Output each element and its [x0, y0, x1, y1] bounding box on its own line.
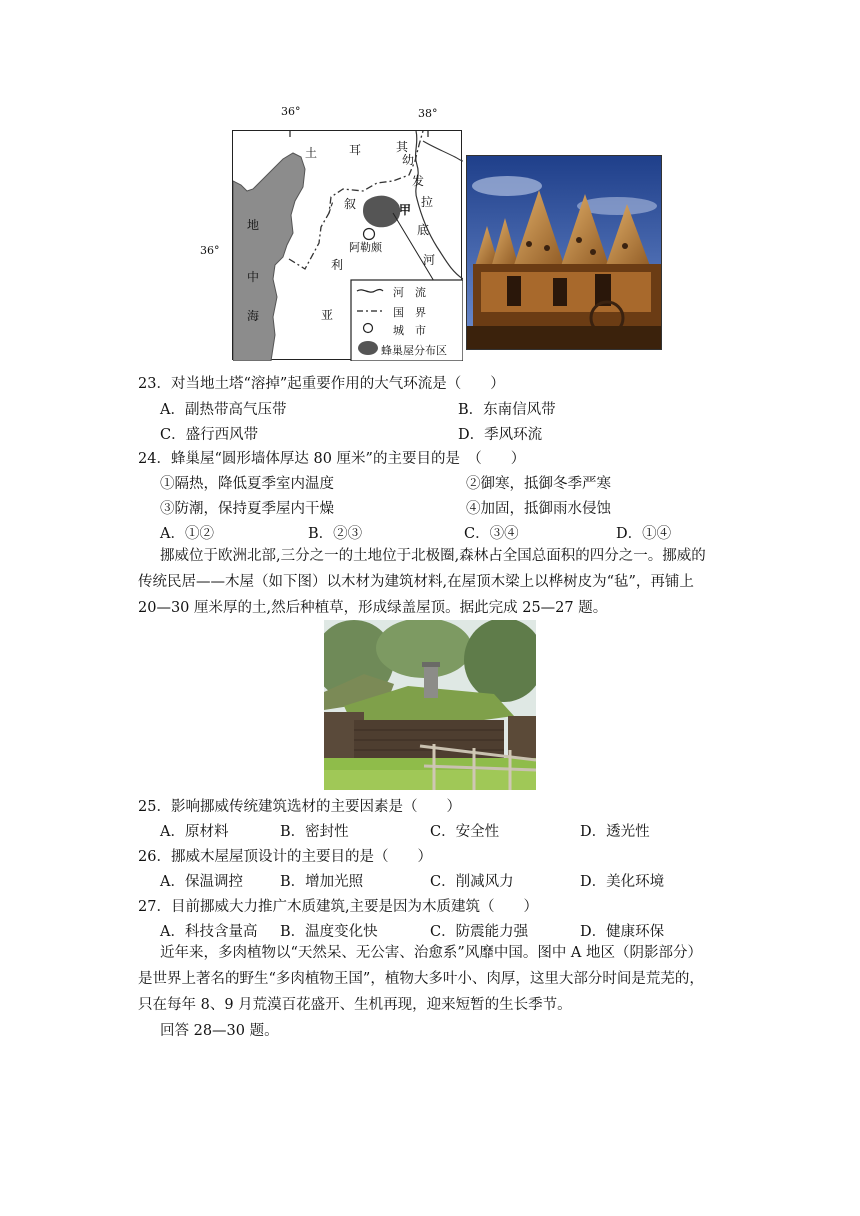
label-turkey-3: 其	[396, 140, 409, 154]
question-26-stem: 26．挪威木屋屋顶设计的主要目的是（ ）	[138, 849, 432, 865]
question-24-stem: 24．蜂巢屋“圆形墙体厚达 80 厘米”的主要目的是 （ ）	[138, 451, 526, 467]
label-mediterranean-1: 地	[247, 218, 260, 232]
question-23-option-d: D．季风环流	[458, 427, 543, 443]
question-24-option-c: C．③④	[464, 526, 519, 542]
longitude-label-38: 38°	[418, 107, 438, 120]
beehive-area-shape	[363, 196, 400, 228]
label-syria-1: 叙	[344, 197, 357, 211]
question-26-option-b: B．增加光照	[280, 874, 364, 890]
aleppo-city-marker	[364, 229, 375, 240]
question-23-option-c: C．盛行西风带	[160, 427, 259, 443]
legend-border-label: 国 界	[393, 306, 426, 319]
question-24-statement-1: ①隔热，降低夏季室内温度	[160, 476, 334, 492]
label-mediterranean-3: 海	[247, 309, 260, 323]
question-25-option-d: D．透光性	[580, 824, 650, 840]
question-27-option-d: D．健康环保	[580, 924, 665, 940]
label-point-a: 甲	[399, 203, 412, 217]
question-23-stem: 23．对当地土塔“溶掉”起重要作用的大气环流是（ ）	[138, 376, 505, 392]
legend-beehive-label: 蜂巢屋分布区	[381, 344, 447, 357]
legend-river-label: 河 流	[393, 286, 426, 299]
succulent-passage-line-2: 是世界上著名的野生“多肉植物王国”，植物大多叶小、肉厚，这里大部分时间是荒芜的，	[138, 971, 704, 987]
label-euphrates-1: 幼	[402, 153, 415, 167]
label-aleppo: 阿勒颇	[349, 241, 382, 254]
norway-passage-line-2: 传统民居——木屋（如下图）以木材为建筑材料,在屋顶木梁上以桦树皮为“毡”，再铺上	[138, 574, 694, 590]
question-24-statement-4: ④加固，抵御雨水侵蚀	[466, 501, 611, 517]
question-25-option-c: C．安全性	[430, 824, 500, 840]
question-23-option-a: A．副热带高气压带	[160, 402, 287, 418]
beehive-house-photo	[466, 155, 662, 350]
latitude-label-36: 36°	[200, 244, 220, 257]
label-turkey-1: 土	[305, 146, 318, 160]
map-graphics	[233, 131, 463, 361]
legend-city-label: 城 市	[393, 324, 426, 337]
question-23-option-b: B．东南信风带	[458, 402, 556, 418]
legend-city-symbol	[364, 324, 373, 333]
question-26-option-c: C．削减风力	[430, 874, 514, 890]
label-euphrates-4: 底	[417, 223, 430, 237]
map-figure	[232, 130, 462, 360]
question-24-option-a: A．①②	[160, 526, 214, 542]
question-27-stem: 27．目前挪威大力推广木质建筑,主要是因为木质建筑（ ）	[138, 899, 539, 915]
river-tributary	[423, 141, 463, 161]
question-24-option-b: B．②③	[308, 526, 363, 542]
norway-passage-line-3: 20—30 厘米厚的土,然后种植草，形成绿盖屋顶。据此完成 25—27 题。	[138, 600, 608, 616]
question-26-option-d: D．美化环境	[580, 874, 665, 890]
succulent-passage-line-1: 近年来，多肉植物以“天然呆、无公害、治愈系”风靡中国。图中 A 地区（阴影部分）	[160, 945, 703, 961]
legend-beehive-symbol	[358, 341, 378, 355]
label-euphrates-2: 发	[412, 174, 425, 188]
question-26-option-a: A．保温调控	[160, 874, 243, 890]
longitude-label-36: 36°	[281, 105, 301, 118]
label-syria-3: 亚	[321, 308, 334, 322]
label-euphrates-3: 拉	[421, 195, 434, 209]
mediterranean-sea-shape	[233, 153, 305, 361]
answer-prompt: 回答 28—30 题。	[160, 1023, 279, 1039]
norway-passage-line-1: 挪威位于欧洲北部,三分之一的土地位于北极圈,森林占全国总面积的四分之一。挪威的	[160, 548, 706, 564]
question-25-stem: 25．影响挪威传统建筑选材的主要因素是（ ）	[138, 799, 461, 815]
label-euphrates-5: 河	[423, 253, 436, 267]
question-24-statement-3: ③防潮，保持夏季屋内干燥	[160, 501, 334, 517]
label-syria-2: 利	[331, 258, 344, 272]
question-27-option-b: B．温度变化快	[280, 924, 378, 940]
question-25-option-a: A．原材料	[160, 824, 229, 840]
question-27-option-a: A．科技含量高	[160, 924, 258, 940]
norway-wooden-house-photo	[324, 620, 536, 790]
label-mediterranean-2: 中	[247, 270, 260, 284]
succulent-passage-line-3: 只在每年 8、9 月荒漠百花盛开、生机再现，迎来短暂的生长季节。	[138, 997, 572, 1013]
question-27-option-c: C．防震能力强	[430, 924, 529, 940]
question-24-option-d: D．①④	[616, 526, 672, 542]
question-25-option-b: B．密封性	[280, 824, 349, 840]
label-turkey-2: 耳	[349, 143, 362, 157]
question-24-statement-2: ②御寒，抵御冬季严寒	[466, 476, 611, 492]
